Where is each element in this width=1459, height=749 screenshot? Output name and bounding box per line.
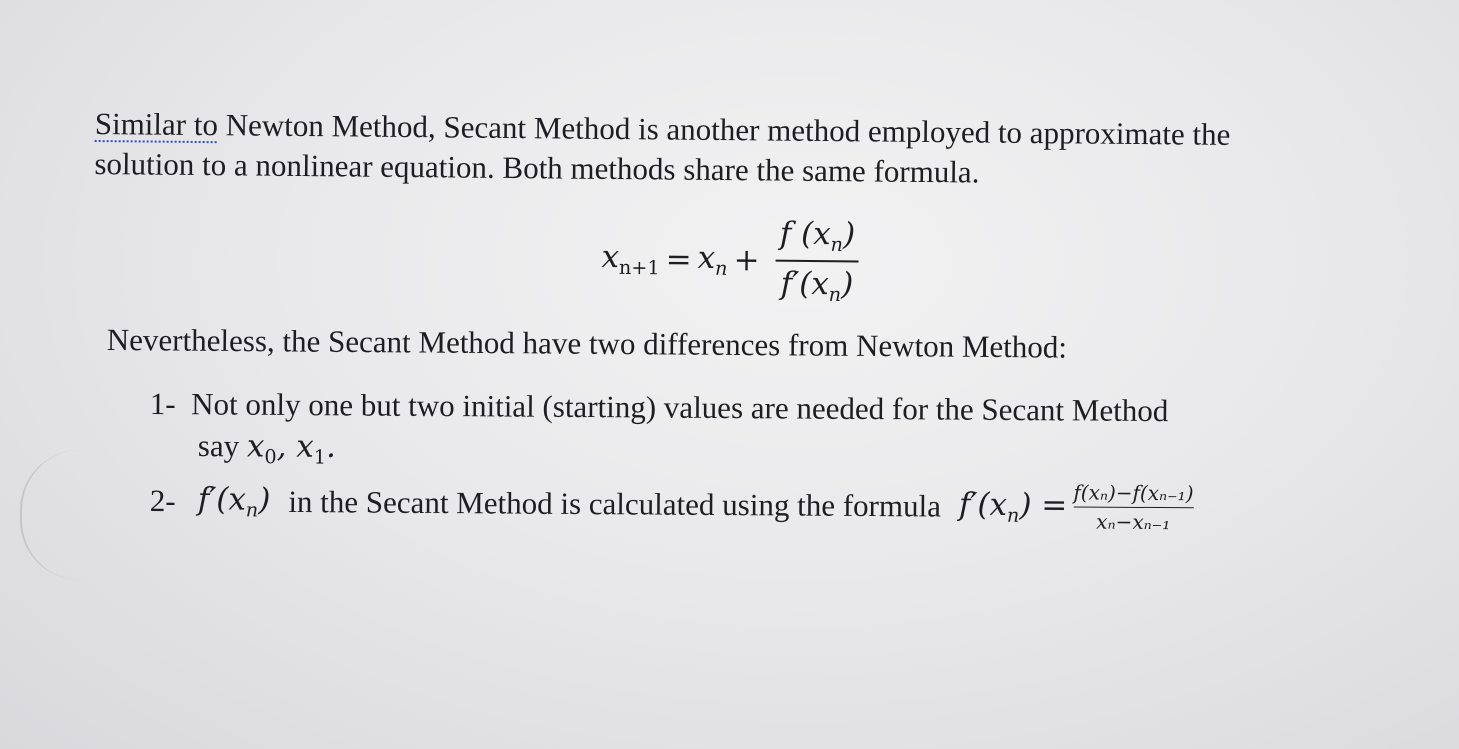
formula-denominator: $f'(x_n)$ — [780, 265, 854, 306]
derivative-fraction-bar — [1073, 506, 1193, 508]
formula-equals: = — [665, 241, 692, 278]
grammar-flagged-text[interactable]: Similar to — [94, 105, 219, 143]
list-item-1-text: Not only one but two initial (starting) values are needed for the Secant Method — [191, 386, 1169, 429]
list-item-2 — [150, 474, 1194, 534]
formula-lhs: $x_{n+1}$ — [601, 238, 660, 280]
list-item-2-number: 2- — [149, 482, 176, 518]
derivative-formula-lhs: $f'(x_n)$ = — [958, 486, 1068, 527]
list-item-1-continuation: say $x_0$, $x_1$. — [197, 428, 337, 469]
formula-rhs-x: $x_n$ — [697, 239, 728, 280]
derivative-fraction — [1073, 480, 1193, 534]
formula-numerator: f $(x_n)$ — [779, 215, 856, 257]
list-item-1 — [150, 386, 1169, 429]
differences-intro: Nevertheless, the Secant Method have two differences from Newton Method: — [106, 322, 1068, 365]
formula-fraction — [775, 216, 859, 306]
derivative-denominator: xₙ−xₙ₋₁ — [1096, 509, 1171, 535]
intro-line-1-text: Newton Method, Secant Method is another method employed to approximate the — [217, 107, 1231, 152]
fprime-term: $f'(x_n)$ — [197, 480, 271, 522]
secant-formula — [601, 214, 859, 306]
page-curl-shadow — [20, 450, 142, 580]
intro-paragraph — [94, 104, 1335, 196]
formula-plus: + — [733, 241, 760, 279]
intro-line-2: solution to a nonlinear equation. Both methods share the same formula. — [94, 145, 980, 190]
list-item-1-number: 1- — [149, 386, 176, 422]
derivative-numerator: f(xₙ)−f(xₙ₋₁) — [1073, 480, 1194, 506]
initial-values: $x_0$, $x_1$. — [246, 428, 337, 469]
list-item-2-text: in the Secant Method is calculated using the formula — [288, 483, 942, 524]
